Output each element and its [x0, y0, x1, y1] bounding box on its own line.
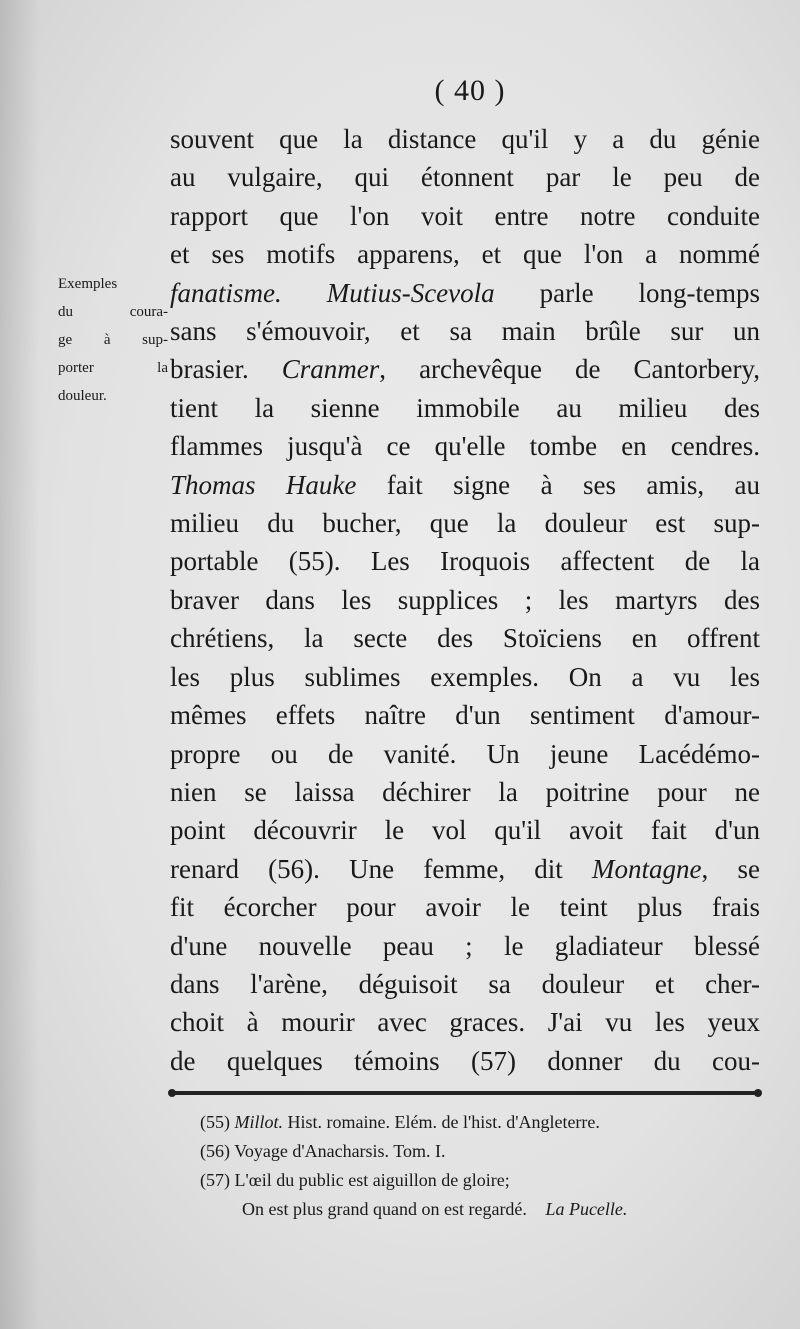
body-text — [170, 120, 760, 1080]
text-line — [170, 619, 760, 657]
text-line — [170, 1003, 760, 1041]
text-line — [170, 658, 760, 696]
text-run: , se — [701, 853, 760, 884]
text-run: sans s'émouvoir, et sa main brûle sur un — [170, 316, 760, 347]
text-run: propre ou de vanité. Un jeune Lacédémo- — [170, 738, 760, 769]
italic-name: Thomas Hauke — [170, 469, 357, 500]
text-line — [170, 735, 760, 773]
margin-note-line: ge à sup- — [58, 332, 168, 348]
margin-note-line: Exemples — [58, 276, 118, 292]
footnote-number: (56) — [200, 1141, 230, 1161]
text-run: milieu du bucher, que la douleur est sup- — [170, 508, 760, 539]
italic-name: fanatisme. — [170, 277, 282, 308]
text-run: d'une nouvelle peau ; le gladiateur blessé — [170, 930, 760, 961]
text-line — [170, 466, 760, 504]
margin-note-line: du coura- — [58, 304, 168, 320]
margin-note-line: porter la — [58, 360, 168, 376]
text-run: tient la sienne immobile au milieu des — [170, 392, 760, 423]
text-line — [170, 120, 760, 158]
text-run: point découvrir le vol qu'il avoit fait d'un — [170, 815, 760, 846]
text-run: , archevêque de Cantorbery, — [379, 354, 760, 385]
footnote-57 — [200, 1166, 770, 1195]
text-line — [170, 850, 760, 888]
text-line — [170, 696, 760, 734]
text-line — [170, 965, 760, 1003]
text-line — [170, 542, 760, 580]
text-run: fit écorcher pour avoir le teint plus frais — [170, 892, 760, 923]
italic-name: Montagne — [592, 853, 702, 884]
footnote-verse-line: On est plus grand quand on est regardé. — [242, 1199, 527, 1219]
footnote-text: Hist. romaine. Elém. de l'hist. d'Angleterre. — [287, 1112, 600, 1132]
text-run: de quelques témoins (57) donner du cou- — [170, 1045, 760, 1076]
text-run: et ses motifs apparens, et que l'on a nommé — [170, 239, 760, 270]
text-line — [170, 581, 760, 619]
margin-note-line: douleur. — [58, 388, 107, 404]
text-line — [170, 350, 760, 388]
footnote-author: Millot. — [234, 1112, 283, 1132]
text-run: nien se laissa déchirer la poitrine pour ne — [170, 776, 760, 807]
footnote-57-continued — [200, 1195, 770, 1224]
text-line — [170, 927, 760, 965]
page-number: ( 40 ) — [434, 74, 506, 107]
footnote-number: (55) — [200, 1112, 230, 1132]
text-line — [170, 235, 760, 273]
text-run: renard (56). Une femme, dit — [170, 853, 593, 884]
text-line — [170, 197, 760, 235]
footnote-attribution: La Pucelle. — [545, 1199, 628, 1219]
text-line — [170, 504, 760, 542]
italic-name: Mutius-Scevola — [326, 277, 495, 308]
text-line — [170, 427, 760, 465]
text-line — [170, 888, 760, 926]
italic-name: Cranmer — [281, 354, 380, 385]
text-run — [282, 278, 327, 308]
footnotes — [200, 1108, 770, 1224]
footnote-number: (57) — [200, 1170, 230, 1190]
text-line — [170, 389, 760, 427]
page-edge-shadow — [0, 0, 40, 1329]
text-line — [170, 312, 760, 350]
text-run: parle long-temps — [494, 277, 760, 308]
text-run: brasier. — [170, 354, 282, 385]
text-line — [170, 773, 760, 811]
text-line — [170, 158, 760, 196]
text-run: chrétiens, la secte des Stoïciens en offrent — [170, 623, 760, 654]
text-line — [170, 811, 760, 849]
text-line — [170, 274, 760, 312]
footnote-text: Voyage d'Anacharsis. Tom. I. — [234, 1141, 446, 1161]
text-run: flammes jusqu'à ce qu'elle tombe en cendres. — [170, 431, 760, 462]
text-run: portable (55). Les Iroquois affectent de la — [170, 546, 760, 577]
text-run: braver dans les supplices ; les martyrs des — [170, 584, 760, 615]
text-run: les plus sublimes exemples. On a vu les — [170, 661, 760, 692]
text-run: dans l'arène, déguisoit sa douleur et cher- — [170, 968, 760, 999]
footnote-56 — [200, 1137, 770, 1166]
text-run: souvent que la distance qu'il y a du génie — [170, 124, 760, 154]
text-line — [170, 1042, 760, 1080]
text-run: fait signe à ses amis, au — [356, 469, 760, 500]
footnote-55 — [200, 1108, 770, 1137]
text-run: au vulgaire, qui étonnent par le peu de — [170, 162, 760, 193]
text-run: rapport que l'on voit entre notre conduite — [170, 200, 760, 231]
footnote-rule — [170, 1091, 760, 1095]
margin-note — [58, 270, 168, 410]
text-run: mêmes effets naître d'un sentiment d'amour- — [170, 700, 760, 731]
footnote-verse-line: L'œil du public est aiguillon de gloire; — [234, 1170, 510, 1190]
text-run: choit à mourir avec graces. J'ai vu les yeux — [170, 1007, 760, 1038]
